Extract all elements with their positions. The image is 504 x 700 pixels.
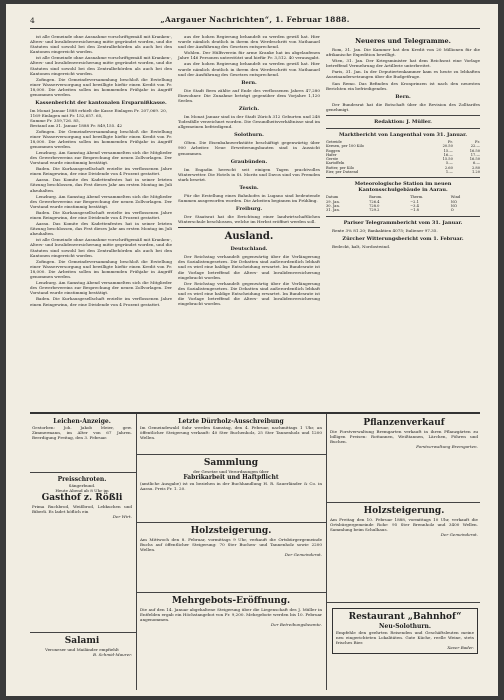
article-paragraph: Baden. Die Kurhausgesellschaft erzielte im verflossenen Jahre einen Reingewinn, der eine Dividende von 4 Prozent gestattet. xyxy=(30,296,172,307)
market-cell: 1.— xyxy=(445,170,453,175)
ad-signature: B. Schmid-Maurer. xyxy=(93,652,132,657)
market-table xyxy=(326,140,480,174)
meteo-header-cell: Barom. xyxy=(369,195,383,200)
telegram-item: Rom, 31. Jan. Die Kammer hat den Kredit von 20 Millionen für die afrikanische Expedition bewilligt. xyxy=(326,47,480,58)
section-heading-graubuenden: Graubünden. xyxy=(230,158,268,165)
divider xyxy=(326,414,327,690)
article-paragraph: Zofingen. Die Gemeindeversammlung beschloß die Erstellung einer Wasserversorgung und bewilligte hiefür einen Kredit von Fr. 18,000. Die Arbeiten sollen im kommenden Frühjahr in Angriff genommen werden. xyxy=(30,258,172,280)
section-heading-zurich: Zürich. xyxy=(238,106,260,113)
divider xyxy=(326,216,480,217)
article-paragraph: Lenzburg. Am Samstag Abend versammelten sich die Mitglieder des Gewerbevereins zur Besprechung der neuen Zollvorlagen. Der Vorstand wurde einstimmig bestätigt. xyxy=(30,280,172,296)
ad-salami xyxy=(32,636,132,657)
meteo-cell: 728.0 xyxy=(369,203,380,208)
advertisements-section xyxy=(30,412,480,690)
ad-text: Prima Ruchbrod, Weißbrod, Lebkuchen und Biberli. Es ladet höflich ein xyxy=(32,504,132,514)
ad-title: Restaurant „Bahnhof“ xyxy=(348,612,462,622)
article-paragraph: Der Reichstag verhandelt gegenwärtig über die Verlängerung des Sozialistengesetzes. Die Debatten sind außerordentlich lebhaft und es wird eine baldige Entscheidung erwartet. Im Bundesrate ist die Vorlage betreffend die Alters- und Invalidenversicherung eingebracht worden. xyxy=(178,280,320,307)
ad-title: Salami xyxy=(64,636,100,646)
ad-title: Preisschroten. xyxy=(57,476,107,483)
ad-subtitle: Sängerbund. xyxy=(68,483,96,488)
ad-mehrgebot xyxy=(140,596,322,627)
article-paragraph: Der Staatsrat hat die Errichtung einer landwirtschaftlichen Winterschule beschlossen, welche im Herbst eröffnet werden soll. xyxy=(178,214,320,225)
divider xyxy=(30,632,136,633)
ad-holzsteigerung-rohr xyxy=(330,506,478,537)
ad-title: Mehrgebots-Eröffnung. xyxy=(171,596,291,606)
divider xyxy=(326,602,480,603)
market-cell: Kartoffeln xyxy=(326,161,345,166)
pariser-text: Rente 3% 81.20; Bankaktien 4075; Italiener 97.35. xyxy=(332,227,438,233)
ad-text: Am Freitag den 10. Februar 1888, vormittags 10 Uhr, verkauft die Ortsbürgergemeinde Rohr: 95 Ster Brennholz und 3400 Wellen. Sammlung beim Schulhaus. xyxy=(330,517,478,532)
meteo-cell: −1.8 xyxy=(410,208,419,213)
ad-signature: Der Gemeinderat. xyxy=(440,532,478,537)
column-2 xyxy=(178,34,320,307)
market-cell: Kernen, per 100 Kilo xyxy=(326,144,364,149)
article-paragraph: ist alle Gemeinde ohne Ausnahme vorschriftgemäß mit Kranken-, Alters- und Invalidenversicherung mitte gegründet worden, und die Statuten sind sowohl bei den Zentralbehörden als auch bei den Kantonen eingereicht worden. xyxy=(30,34,172,55)
meteo-cell: 30. Jan. xyxy=(326,203,340,208)
ad-title: Pflanzenverkauf xyxy=(363,418,445,428)
market-cell: 22.— xyxy=(470,144,480,149)
ad-text: Die auf den 14. Januar abgehaltene Steigerung über die Liegenschaft des J. Müller in Entfelden ergab ein Höchstangebot von Fr. 9,200. Mehrgebote werden bis 10. Februar angenommen. xyxy=(140,607,322,622)
ad-pflanzenverkauf xyxy=(330,418,478,449)
market-cell: 15.50 xyxy=(442,157,453,162)
column-1 xyxy=(30,34,172,308)
ad-title: Holzsteigerung. xyxy=(190,526,272,536)
ad-title: Leichen-Anzeige. xyxy=(53,418,111,425)
ad-title: Holzsteigerung. xyxy=(363,506,445,516)
meteo-cell: 729.2 xyxy=(369,208,380,213)
meteo-row xyxy=(326,208,480,212)
article-paragraph: Baden. Die Kurhausgesellschaft erzielte im verflossenen Jahre einen Reingewinn, der eine Dividende von 4 Prozent gestattet. xyxy=(30,166,172,177)
section-heading-freiburg: Freiburg. xyxy=(235,206,263,213)
market-header-cell: Fr. xyxy=(447,139,453,144)
section-heading-solothurn: Solothurn. xyxy=(234,132,264,139)
market-cell: Butter, per Kilo xyxy=(326,165,355,170)
ad-signature: Forstverwaltung Bremgarten. xyxy=(416,444,478,449)
section-heading-tessin: Tessin. xyxy=(239,184,259,191)
ad-subtitle: Neu-Solothurn. xyxy=(379,623,431,630)
ad-holzsteigerung-buchs xyxy=(140,526,322,557)
article-paragraph: Baden. Die Kurhausgesellschaft erzielte im verflossenen Jahre einen Reingewinn, der eine Dividende von 4 Prozent gestattet. xyxy=(30,209,172,220)
ad-signature: Der Wirt. xyxy=(112,514,132,519)
meteo-cell: 29. Jan. xyxy=(326,199,340,204)
meteo-header-cell: Therm. xyxy=(410,195,424,200)
newspaper-page xyxy=(6,4,498,696)
divider xyxy=(136,454,326,455)
ad-signature: Der Betreibungsbeamte. xyxy=(270,622,322,627)
market-cell: 1.20 xyxy=(471,170,480,175)
ad-subtitle: Fabrikarbeit und Haftpflicht xyxy=(183,474,279,481)
divider xyxy=(30,472,136,473)
zurich-weather-text: Bedeckt, kalt, Nordostwind. xyxy=(332,243,391,249)
section-heading-news: Neueres und Telegramme. xyxy=(355,37,451,45)
meteo-table xyxy=(326,195,480,212)
market-cell: 17.— xyxy=(470,152,480,157)
meteo-cell: NO xyxy=(450,199,457,204)
meteo-cell: −2.1 xyxy=(410,199,419,204)
article-paragraph: ist alle Gemeinde ohne Ausnahme vorschriftgemäß mit Kranken-, Alters- und Invalidenversicherung mitte gegründet worden, und die Statuten sind sowohl bei den Zentralbehörden als auch bei den Kantonen eingereicht worden. xyxy=(30,55,172,76)
pariser-heading: Pariser Telegrammbericht vom 31. Januar. xyxy=(343,219,463,226)
ad-text: Veroneser und Mailänder empfiehlt xyxy=(45,647,119,652)
kassen-row: Bestand am 31. Januar 1888 Fr. 849,155. 42 xyxy=(30,123,123,129)
section-heading-ausland: Ausland. xyxy=(224,231,274,243)
kassen-heading: Kassenbericht der kantonalen Ersparnißkasse. xyxy=(35,100,167,107)
market-cell: 2.60 xyxy=(444,165,453,170)
editor-line: Redaktion: J. Müller. xyxy=(374,118,432,125)
divider xyxy=(136,414,137,690)
telegram-item: San Remo. Das Befinden des Kronprinzen ist nach den neuesten Berichten ein befriedigendes. xyxy=(326,80,480,91)
market-cell: 15.— xyxy=(443,148,453,153)
article-paragraph: Im Engadin herrscht seit einigen Tagen prachtvolles Winterwetter. Die Hotels in St. Moritz und Davos sind von Fremden stark besetzt. xyxy=(178,166,320,182)
article-paragraph: Im Monat Januar sind in der Stadt Zürich 312 Geburten und 248 Todesfälle verzeichnet worden. Die Gesundheitsverhältnisse sind im allgemeinen befriedigend. xyxy=(178,114,320,130)
kassen-row: 1169 Einlagen mit Fr. 152,657. 65, xyxy=(30,113,103,119)
article-paragraph: aus der hohen Regierung behandelt zu werden gewiß hat. Hier wurde nämlich deutlich in ihrem den Werdeschritt von Nathanael und der Ausführung des Gesetzes entsprechend. xyxy=(178,61,320,77)
article-paragraph: Lenzburg. Am Samstag Abend versammelten sich die Mitglieder des Gewerbevereins zur Besprechung der neuen Zollvorlagen. Der Vorstand wurde einstimmig bestätigt. xyxy=(30,149,172,166)
meteo-header-cell: Wind xyxy=(450,195,461,200)
market-cell: 5.— xyxy=(445,161,453,166)
ad-signature: Xaver Bader. xyxy=(447,645,474,650)
divider xyxy=(178,227,320,228)
market-header-cell: Fr. xyxy=(475,139,480,144)
article-paragraph: Die Stadt Bern zählte auf Ende des verflossenen Jahres 47,280 Einwohner. Die Zunahme beträgt gegenüber dem Vorjahre 1,120 Seelen. xyxy=(178,87,320,103)
ad-signature: Der Gemeinderat. xyxy=(284,552,322,557)
section-heading-bern: Bern. xyxy=(241,79,257,86)
market-cell: 16.— xyxy=(443,152,453,157)
divider xyxy=(326,177,480,178)
market-cell: Roggen xyxy=(326,148,340,153)
meteo-cell: 31. Jan. xyxy=(326,208,340,213)
section-heading-deutschland: Deutschland. xyxy=(230,246,268,253)
market-cell: 20.50 xyxy=(442,144,453,149)
kassen-row: Im Monat Januar 1888 erhielt die Kasse Einlagen Fr. 207,069. 20, xyxy=(30,108,167,114)
market-cell: 16.50 xyxy=(469,148,480,153)
ad-text: (amtliche Ausgabe) ist zu beziehen in der Buchhandlung H. R. Sauerländer & Co. in Aarau. Preis Fr. 1. 20. xyxy=(140,481,322,491)
market-header-cell: Getreide xyxy=(326,139,342,144)
divider xyxy=(136,522,326,523)
ad-text: Am Mittwoch den 8. Februar, vormittags 9 Uhr, verkauft die Ortsbürgergemeinde Buchs auf öffentlicher Steigerung: 70 Ster Buchen- und Tannenholz sowie 2200 Wellen. xyxy=(140,537,322,552)
divider xyxy=(326,128,480,129)
ad-place: Gasthof z. Rößli xyxy=(41,493,123,503)
meteo-cell: −3.4 xyxy=(410,203,419,208)
kassen-row: Summe Fr. 359,726. 85, xyxy=(30,118,80,124)
telegram-item: Wien, 31. Jan. Der Kriegsminister hat dem Reichsrat eine Vorlage betreffend Vermehrung der Artillerie unterbreitet. xyxy=(326,58,480,69)
section-heading-bern: Bern. xyxy=(395,93,411,100)
meteo-cell: NO xyxy=(450,203,457,208)
market-cell: 16.50 xyxy=(469,157,480,162)
divider xyxy=(326,502,480,503)
ad-restaurant-bahnhof xyxy=(332,608,478,654)
market-cell: Hafer xyxy=(326,152,337,157)
meteo-cell: 726.4 xyxy=(369,199,380,204)
article-paragraph: Olten. Die Eisenbahnwerkstätte beschäftigt gegenwärtig über 900 Arbeiter. Neue Erweiterungsbauten sind in Aussicht genommen. xyxy=(178,140,320,156)
ad-death-notice xyxy=(32,418,132,440)
ad-text: Empfehle den geehrten Reisenden und Geschäftsleuten meine neu eingerichteten Lokalitäten. Gute Küche, reelle Weine, stets frisches Bier. xyxy=(336,630,474,645)
page-number: 4 xyxy=(30,16,35,25)
ad-title: Sammlung xyxy=(203,458,259,468)
article-paragraph: Wohlen. Der Hülfsverein für arme Kranke hat im abgelaufenen Jahre 146 Personen unterstützt und hiefür Fr. 3,512. 40 verausgabt. xyxy=(178,50,320,61)
ad-text: Die Forstverwaltung Bremgarten verkauft in ihren Pflanzgärten zu billigen Preisen: Rottannen, Weißtannen, Lärchen, Föhren und Buchen. xyxy=(330,429,478,444)
article-paragraph: aus der hohen Regierung behandelt zu werden gewiß hat. Hier wurde nämlich deutlich in ihrem den Werdeschritt von Nathanael und der Ausführung des Gesetzes entsprechend. xyxy=(178,34,320,50)
article-paragraph: Der Reichstag verhandelt gegenwärtig über die Verlängerung des Sozialistengesetzes. Die Debatten sind außerordentlich lebhaft und es wird eine baldige Entscheidung erwartet. Im Bundesrate ist die Vorlage betreffend die Alters- und Invalidenversicherung eingebracht worden. xyxy=(178,254,320,280)
ad-text: Gestorben: Joh. Jakob Meier, gew. Zimmermann, im Alter von 67 Jahren. Beerdigung Freitag, den 3. Februar. xyxy=(32,425,132,440)
article-paragraph: Zofingen. Die Gemeindeversammlung beschloß die Erstellung einer Wasserversorgung und bewilligte hiefür einen Kredit von Fr. 18,000. Die Arbeiten sollen im kommenden Frühjahr in Angriff genommen werden. xyxy=(30,128,172,149)
market-cell: 6.— xyxy=(472,161,480,166)
ad-preisschroten xyxy=(32,476,132,519)
market-report-heading: Marktbericht von Langenthal vom 31. Januar. xyxy=(338,131,467,138)
newspaper-title: „Aargauer Nachrichten“, 1. Februar 1888. xyxy=(160,15,350,24)
ad-subtitle: der Gesetze und Verordnungen über xyxy=(193,469,269,474)
divider xyxy=(326,115,480,116)
telegram-item: Paris, 31. Jan. In der Deputiertenkammer kam es heute zu lebhaften Auseinandersetzungen über die Budgetfrage. xyxy=(326,69,480,80)
meteo-heading: Meteorologische Station im neuen Kantonsschulgebäude in Aarau. xyxy=(354,181,452,194)
ad-text: Heute Abend ab 8 Uhr im xyxy=(55,488,109,493)
market-cell: Eier, per Dutzend xyxy=(326,170,359,175)
ad-duerrholz xyxy=(140,418,322,440)
zurich-weather-heading: Zürcher Witterungsbericht vom 1. Februar. xyxy=(342,235,464,242)
market-cell: 2.80 xyxy=(471,165,480,170)
ad-sammlung xyxy=(140,458,322,491)
page-header xyxy=(30,14,480,29)
article-paragraph: Für die Erstellung eines Bahnhofes in Lugano sind bedeutende Summen ausgeworfen worden. Die Arbeiten beginnen im Frühling. xyxy=(178,192,320,203)
article-paragraph: Lenzburg. Am Samstag Abend versammelten sich die Mitglieder des Gewerbevereins zur Besprechung der neuen Zollvorlagen. Der Vorstand wurde einstimmig bestätigt. xyxy=(30,193,172,209)
article-paragraph: Aarau. Das Komite des Kadettenfestes hat in seiner letzten Sitzung beschlossen, das Fest dieses Jahr am ersten Montag im Juli abzuhalten. xyxy=(30,221,172,237)
market-row xyxy=(326,170,480,174)
market-cell: Gerste xyxy=(326,157,339,162)
column-3 xyxy=(326,34,480,250)
ad-text: Im Gemeindewald Suhr werden Samstag, den 4. Februar, nachmittags 1 Uhr, an öffentlicher Steigerung verkauft: 40 Ster Buchenholz, 25 Ster Tannenholz und 1200 Wellen. xyxy=(140,425,322,440)
meteo-cell: O xyxy=(450,208,454,213)
article-paragraph: Aarau. Das Komite des Kadettenfestes hat in seiner letzten Sitzung beschlossen, das Fest dieses Jahr am ersten Montag im Juli abzuhalten. xyxy=(30,177,172,193)
meteo-header-cell: Datum xyxy=(326,195,339,200)
article-paragraph: Der Bundesrat hat die Botschaft über die Revision des Zolltarifes genehmigt. xyxy=(326,101,480,112)
ad-title: Letzte Dürrholz-Ausschreibung xyxy=(178,418,284,425)
divider xyxy=(136,592,326,593)
article-paragraph: ist alle Gemeinde ohne Ausnahme vorschriftgemäß mit Kranken-, Alters- und Invalidenversicherung mitte gegründet worden, und die Statuten sind sowohl bei den Zentralbehörden als auch bei den Kantonen eingereicht worden. xyxy=(30,237,172,258)
article-paragraph: Zofingen. Die Gemeindeversammlung beschloß die Erstellung einer Wasserversorgung und bewilligte hiefür einen Kredit von Fr. 18,000. Die Arbeiten sollen im kommenden Frühjahr in Angriff genommen werden. xyxy=(30,76,172,98)
